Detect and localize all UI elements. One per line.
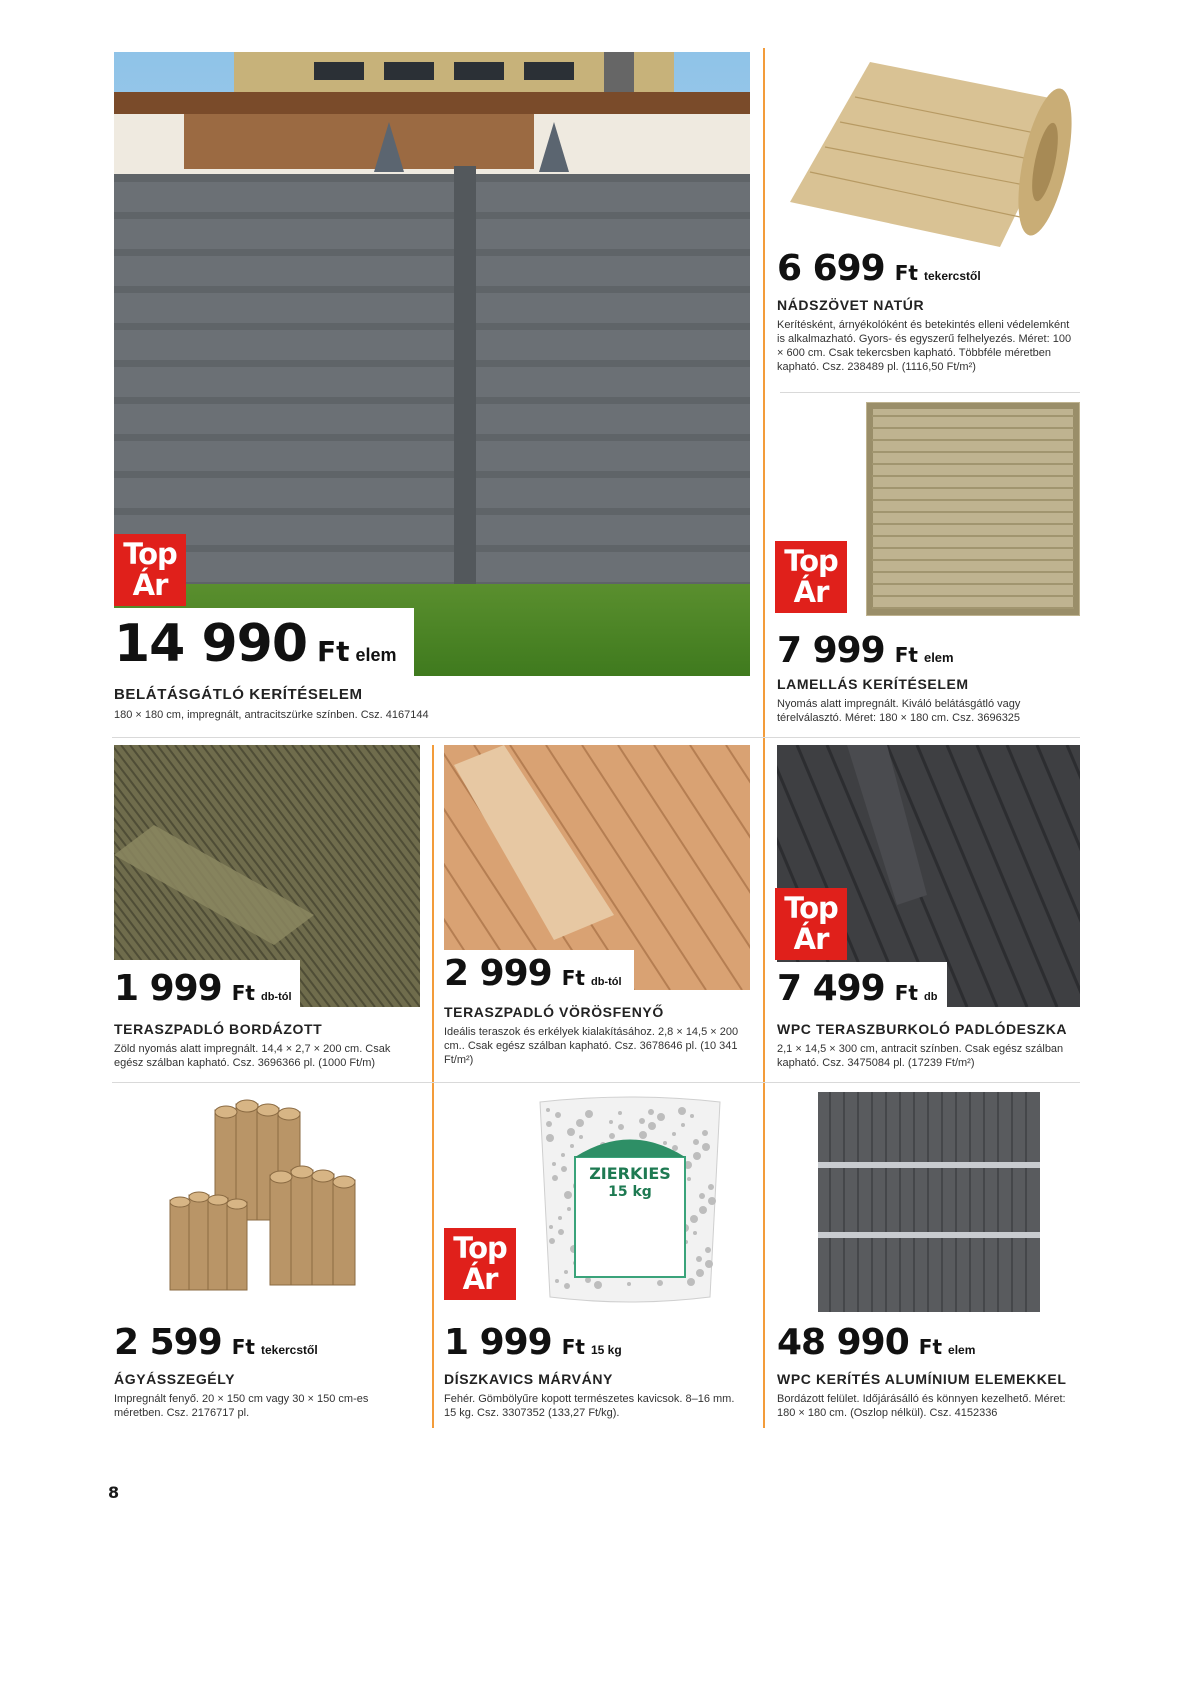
reed-image bbox=[780, 52, 1080, 252]
price-value: 1 999 bbox=[114, 968, 222, 1009]
price-fence bbox=[114, 614, 397, 674]
unit: elem bbox=[355, 645, 397, 665]
price-wpc-deck bbox=[777, 968, 937, 1009]
page-number: 8 bbox=[108, 1483, 120, 1502]
top-ar-badge: Top Ár bbox=[775, 541, 847, 613]
price-value: 7 999 bbox=[777, 630, 885, 671]
desc-deck-ribbed: Zöld nyomás alatt impregnált. 14,4 × 2,7 × 200 cm. Csak egész szálban kapható. Csz. 3696366 pl. (1000 Ft/m) bbox=[114, 1043, 391, 1069]
currency: Ft bbox=[317, 635, 350, 668]
desc-wpc-deck: 2,1 × 14,5 × 300 cm, antracit színben. Csak egész szálban kapható. Csz. 3475084 pl. (17239 Ft/m²) bbox=[777, 1043, 1064, 1069]
price-border bbox=[114, 1322, 318, 1363]
vertical-divider-middle bbox=[432, 745, 434, 1428]
title-fence: BELÁTÁSGÁTLÓ KERÍTÉSELEM bbox=[114, 686, 363, 703]
currency: Ft bbox=[894, 261, 918, 285]
border-image bbox=[160, 1090, 380, 1300]
price-value: 2 599 bbox=[114, 1322, 222, 1363]
title-deck-pine: TERASZPADLÓ VÖRÖSFENYŐ bbox=[444, 1004, 664, 1020]
price-value: 1 999 bbox=[444, 1322, 552, 1363]
unit: db-tól bbox=[590, 976, 622, 988]
horizontal-divider-1 bbox=[780, 392, 1080, 393]
currency: Ft bbox=[561, 966, 585, 990]
price-deck-pine bbox=[444, 953, 622, 994]
desc-wpc-fence: Bordázott felület. Időjárásálló és könnyen kezelhető. Méret: 180 × 180 cm. (Oszlop nélkül). Csz. 4152336 bbox=[777, 1393, 1066, 1419]
currency: Ft bbox=[918, 1335, 943, 1359]
fence-image bbox=[114, 52, 750, 676]
bag-weight: 15 kg bbox=[608, 1184, 652, 1200]
desc-reed: Kerítésként, árnyékolóként és betekintés elleni védelemként is alkalmazható. Gyors- és egyszerű felhelyezés. Méret: 100 × 600 cm. Csak tekercsben kapható. Többféle méretben kapható. Csz. 238489 pl. (1116,50 Ft/m²) bbox=[777, 319, 1072, 373]
price-gravel bbox=[444, 1322, 622, 1363]
top-ar-badge: Top Ár bbox=[775, 888, 847, 960]
unit: tekercstől bbox=[923, 269, 981, 283]
title-lamella: LAMELLÁS KERÍTÉSELEM bbox=[777, 676, 969, 692]
desc-deck-pine: Ideális teraszok és erkélyek kialakításához. 2,8 × 14,5 × 200 cm.. Csak egész szálban kapható. Csz. 3678646 pl. (10 341 Ft/m²) bbox=[444, 1026, 739, 1066]
gravel-image bbox=[530, 1092, 730, 1307]
currency: Ft bbox=[894, 981, 918, 1005]
wpc-fence-image bbox=[818, 1092, 1040, 1312]
title-wpc-deck: WPC TERASZBURKOLÓ PADLÓDESZKA bbox=[777, 1021, 1068, 1037]
lamella-image bbox=[866, 402, 1080, 616]
price-value: 48 990 bbox=[777, 1322, 909, 1363]
currency: Ft bbox=[231, 981, 255, 1005]
title-wpc-fence: WPC KERÍTÉS ALUMÍNIUM ELEMEKKEL bbox=[777, 1371, 1067, 1387]
price-wpc-fence bbox=[777, 1322, 975, 1363]
horizontal-divider-3 bbox=[112, 1082, 1080, 1083]
currency: Ft bbox=[894, 643, 918, 667]
desc-border: Impregnált fenyő. 20 × 150 cm vagy 30 × 150 cm-es méretben. Csz. 2176717 pl. bbox=[114, 1393, 369, 1419]
unit: db bbox=[923, 991, 938, 1003]
bag-brand: ZIERKIES bbox=[589, 1164, 671, 1183]
price-value: 14 990 bbox=[114, 614, 308, 674]
title-deck-ribbed: TERASZPADLÓ BORDÁZOTT bbox=[114, 1021, 323, 1037]
unit: db-tól bbox=[260, 991, 292, 1003]
unit: 15 kg bbox=[590, 1343, 622, 1357]
title-reed: NÁDSZÖVET NATÚR bbox=[777, 297, 925, 313]
price-reed bbox=[777, 248, 981, 289]
desc-lamella: Nyomás alatt impregnált. Kiváló belátásgátló vagy térelválasztó. Méret: 180 × 180 cm. Csz. 3696325 bbox=[777, 698, 1021, 724]
title-gravel: DÍSZKAVICS MÁRVÁNY bbox=[444, 1371, 613, 1387]
currency: Ft bbox=[231, 1335, 255, 1359]
price-lamella bbox=[777, 630, 954, 671]
price-deck-ribbed bbox=[114, 968, 292, 1009]
unit: elem bbox=[923, 650, 954, 665]
top-ar-badge: Top Ár bbox=[114, 534, 186, 606]
vertical-divider-right bbox=[763, 48, 765, 1428]
unit: tekercstől bbox=[260, 1343, 318, 1357]
desc-gravel: Fehér. Gömbölyűre kopott természetes kavicsok. 8–16 mm. 15 kg. Csz. 3307352 (133,27 Ft/kg). bbox=[444, 1393, 735, 1419]
price-value: 7 499 bbox=[777, 968, 885, 1009]
price-value: 2 999 bbox=[444, 953, 552, 994]
desc-fence: 180 × 180 cm, impregnált, antracitszürke színben. Csz. 4167144 bbox=[114, 709, 429, 721]
currency: Ft bbox=[561, 1335, 585, 1359]
top-ar-badge: Top Ár bbox=[444, 1228, 516, 1300]
unit: elem bbox=[948, 1343, 976, 1357]
title-border: ÁGYÁSSZEGÉLY bbox=[114, 1371, 236, 1387]
horizontal-divider-2 bbox=[112, 737, 1080, 738]
price-value: 6 699 bbox=[777, 248, 885, 289]
